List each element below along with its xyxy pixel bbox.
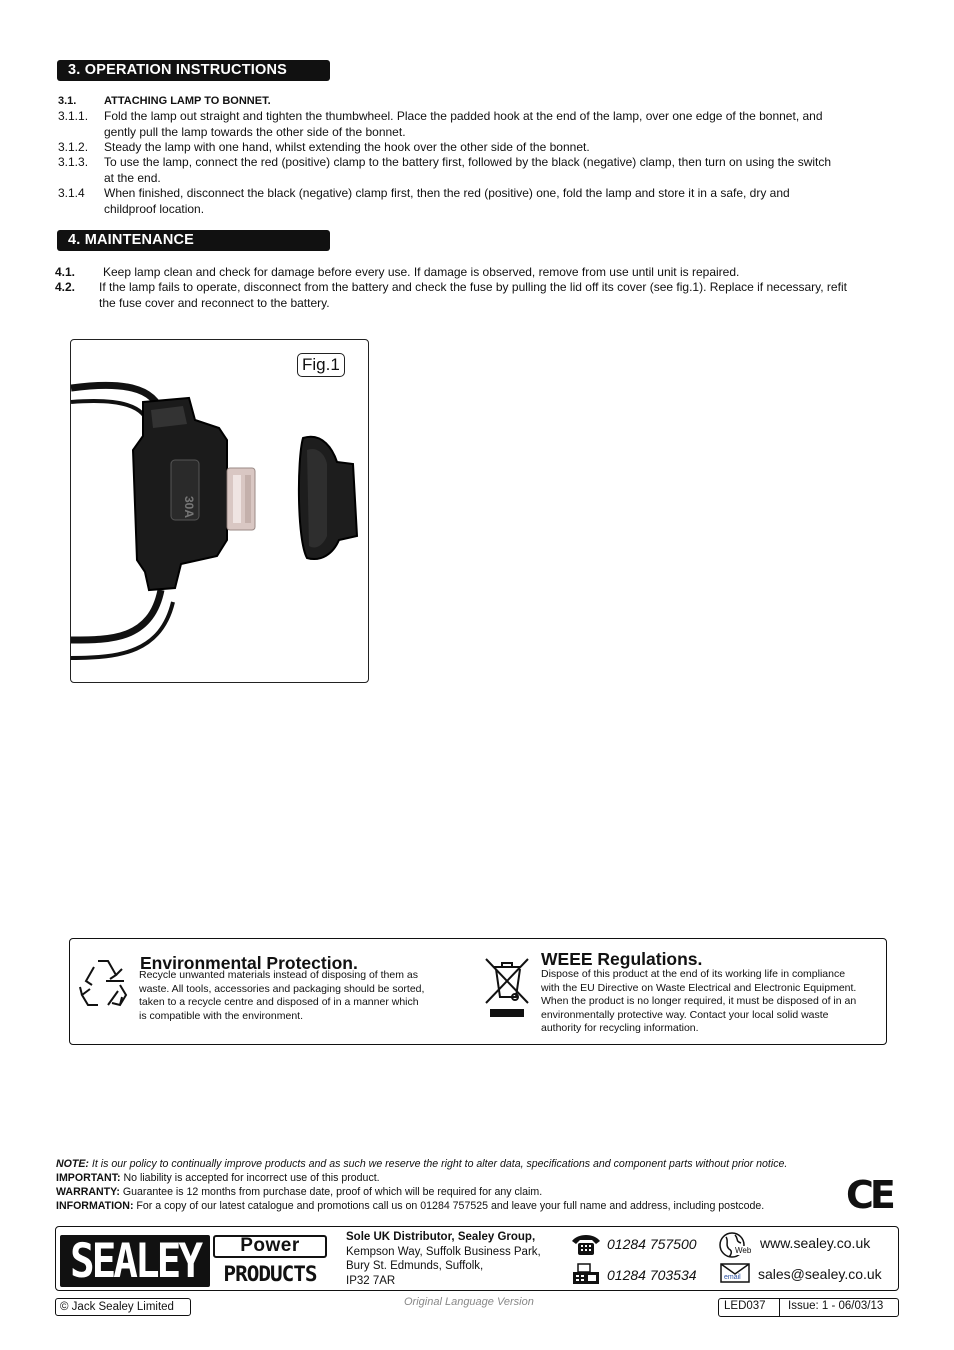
email-icon-label: email bbox=[724, 1274, 741, 1281]
distributor-address bbox=[346, 1230, 541, 1288]
environment-box bbox=[69, 938, 887, 1045]
weee-line: authority for recycling information. bbox=[541, 1022, 699, 1035]
item-number: 3.1.1. bbox=[58, 109, 89, 123]
distributor-title: Sole UK Distributor, Sealey Group, bbox=[346, 1231, 536, 1243]
power-badge: Power bbox=[213, 1235, 327, 1258]
weee-bin-icon bbox=[482, 955, 532, 1047]
ce-mark: CE bbox=[846, 1173, 892, 1217]
weee-text bbox=[541, 968, 856, 1036]
item-text: childproof location. bbox=[104, 202, 205, 216]
note-text: It is our policy to continually improve products and as such we reserve the right to alter data, specifications and component parts without prior notice. bbox=[88, 1158, 788, 1170]
products-text: PRODUCTS bbox=[223, 1262, 317, 1286]
phone-number: 01284 757500 bbox=[607, 1236, 697, 1252]
fuse-rating-label: 30A bbox=[182, 496, 196, 519]
note-label: NOTE: bbox=[56, 1158, 89, 1170]
figure-1 bbox=[70, 339, 369, 683]
website-link[interactable]: www.sealey.co.uk bbox=[760, 1235, 871, 1251]
sealey-logo-text: SEALEY bbox=[69, 1233, 201, 1289]
fax-icon bbox=[570, 1262, 602, 1286]
item-text: gently pull the lamp towards the other side of the bonnet. bbox=[104, 125, 406, 139]
section-4-heading: 4. MAINTENANCE bbox=[57, 230, 330, 251]
item-number: 3.1.2. bbox=[58, 140, 89, 154]
note-important bbox=[56, 1171, 787, 1185]
address-line: Kempson Way, Suffolk Business Park, bbox=[346, 1245, 541, 1258]
note-label: WARRANTY: bbox=[56, 1186, 120, 1198]
item-text: Keep lamp clean and check for damage before every use. If damage is observed, remove from use until unit is repaired. bbox=[103, 265, 740, 279]
note-warranty bbox=[56, 1185, 787, 1199]
environment-text bbox=[139, 969, 424, 1023]
environment-line: taken to a recycle centre and disposed of in a manner which bbox=[139, 996, 419, 1009]
note-policy bbox=[56, 1157, 787, 1171]
item-text: Fold the lamp out straight and tighten the thumbwheel. Place the padded hook at the end of the lamp, over one edge of the bonnet, and bbox=[104, 109, 823, 123]
item-number: 4.2. bbox=[55, 280, 76, 294]
item-text: When finished, disconnect the black (negative) clamp first, then the red (positive) one, fold the lamp and store it in a safe, dry and bbox=[104, 186, 790, 200]
fuse-holder-illustration bbox=[71, 340, 369, 683]
weee-line: environmentally protective way. Contact your local solid waste bbox=[541, 1008, 829, 1021]
address-line: Bury St. Edmunds, Suffolk, bbox=[346, 1260, 484, 1272]
weee-line: Dispose of this product at the end of its working life in compliance bbox=[541, 968, 846, 980]
weee-line: When the product is no longer required, it must be disposed of in an bbox=[541, 995, 857, 1008]
note-information bbox=[56, 1199, 787, 1213]
footer-box bbox=[55, 1226, 899, 1291]
recycle-icon bbox=[78, 955, 134, 1011]
note-text: No liability is accepted for incorrect use of this product. bbox=[120, 1172, 380, 1184]
section-3-heading: 3. OPERATION INSTRUCTIONS bbox=[57, 60, 330, 81]
language-label: Original Language Version bbox=[404, 1296, 534, 1308]
item-text: Steady the lamp with one hand, whilst extending the hook over the other side of the bonnet. bbox=[104, 140, 590, 154]
note-text: For a copy of our latest catalogue and promotions call us on 01284 757525 and leave your full name and address, including postcode. bbox=[133, 1200, 765, 1212]
issue-divider bbox=[779, 1299, 780, 1316]
environment-line: is compatible with the environment. bbox=[139, 1009, 303, 1022]
item-heading: ATTACHING LAMP TO BONNET. bbox=[104, 95, 271, 107]
item-text: at the end. bbox=[104, 171, 161, 185]
note-label: IMPORTANT: bbox=[56, 1172, 121, 1184]
environment-line: Recycle unwanted materials instead of disposing of them as bbox=[139, 969, 418, 981]
issue-box bbox=[718, 1298, 899, 1317]
item-number: 3.1.3. bbox=[58, 155, 89, 169]
weee-line: with the EU Directive on Waste Electrical and Electronic Equipment. bbox=[541, 981, 857, 994]
item-number: 3.1. bbox=[58, 95, 77, 107]
note-label: INFORMATION: bbox=[56, 1200, 134, 1212]
item-number: 4.1. bbox=[55, 265, 76, 279]
note-text: Guarantee is 12 months from purchase date, proof of which will be required for any claim. bbox=[119, 1186, 543, 1198]
item-text: the fuse cover and reconnect to the battery. bbox=[99, 296, 330, 310]
item-number: 3.1.4 bbox=[58, 186, 85, 200]
item-text: If the lamp fails to operate, disconnect from the battery and check the fuse by pulling the lid off its cover (see fig.1). Replace if necessary, refit bbox=[99, 280, 847, 294]
telephone-icon bbox=[570, 1233, 602, 1257]
weee-title: WEEE Regulations. bbox=[541, 949, 703, 969]
issue-date: Issue: 1 - 06/03/13 bbox=[788, 1300, 884, 1312]
item-text: To use the lamp, connect the red (positive) clamp to the battery first, followed by the black (negative) clamp, then turn on using the switch bbox=[104, 155, 832, 169]
notes-block bbox=[56, 1157, 787, 1213]
copyright-label: © Jack Sealey Limited bbox=[55, 1298, 191, 1316]
environment-line: waste. All tools, accessories and packaging should be sorted, bbox=[139, 982, 425, 995]
sealey-logo bbox=[60, 1235, 210, 1287]
model-number: LED037 bbox=[724, 1300, 766, 1312]
environment-title: Environmental Protection. bbox=[140, 953, 358, 973]
address-line: IP32 7AR bbox=[346, 1274, 396, 1287]
email-link[interactable]: sales@sealey.co.uk bbox=[758, 1266, 882, 1282]
figure-label: Fig.1 bbox=[297, 353, 345, 377]
web-icon-label: Web bbox=[735, 1246, 752, 1255]
fax-number: 01284 703534 bbox=[607, 1267, 697, 1283]
